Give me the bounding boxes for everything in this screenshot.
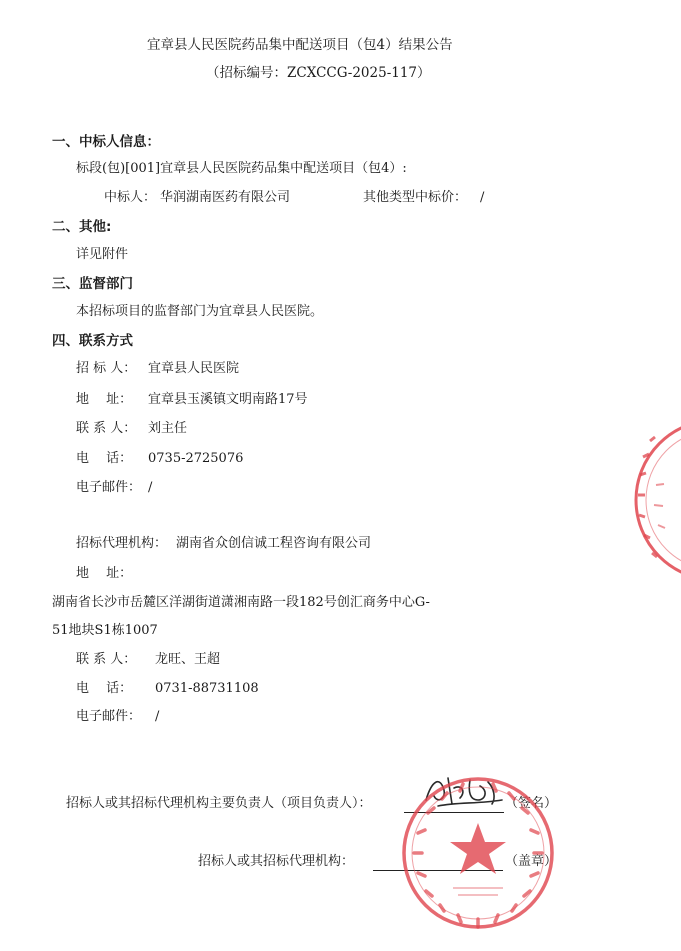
signature-org-label: 招标人或其招标代理机构： [198,854,355,869]
agency-name: 湖南省众创信诚工程咨询有限公司 [176,536,372,551]
agency-address-label: 地 址： [76,566,133,581]
agency-phone-label: 电 话： [76,681,133,696]
winner-name: 华润湖南医药有限公司 [160,190,291,205]
lot-line: 标段(包)[001]宜章县人民医院药品集中配送项目（包4）: [76,161,407,176]
signature-org-suffix: （盖章） [505,854,558,869]
agency-email-label: 电子邮件： [76,709,142,724]
agency-phone: 0731-88731108 [155,681,259,696]
section-supervision-heading: 三、监督部门 [52,276,133,292]
winner-label: 中标人： [104,190,157,205]
other-body: 详见附件 [76,247,129,262]
agency-address-line1: 湖南省长沙市岳麓区洋湖街道潇湘南路一段182号创汇商务中心G- [52,595,430,610]
tenderer-name: 宜章县人民医院 [148,361,240,376]
document-title: 宜章县人民医院药品集中配送项目（包4）结果公告 [147,37,453,53]
signature-person-suffix: （签名） [505,796,558,811]
tenderer-address: 宜章县玉溪镇文明南路17号 [148,392,308,407]
company-seal-stamp [398,773,558,933]
tenderer-phone: 0735-2725076 [148,451,244,466]
seal-stamp-partial [626,415,681,585]
section-contact-heading: 四、联系方式 [52,333,133,349]
other-price-label: 其他类型中标价： [363,190,468,205]
tenderer-phone-label: 电 话： [76,451,133,466]
signature-person-label: 招标人或其招标代理机构主要负责人（项目负责人）： [66,796,372,811]
tenderer-contact-label: 联 系 人： [76,421,137,436]
agency-name-label: 招标代理机构： [76,536,168,551]
agency-contact-label: 联 系 人： [76,652,137,667]
section-other-heading: 二、其他: [52,219,112,235]
section-winner-heading: 一、中标人信息： [52,134,160,150]
agency-address-line2: 51地块S1栋1007 [52,623,158,638]
supervision-body: 本招标项目的监督部门为宜章县人民医院。 [76,304,324,319]
tenderer-email: / [148,480,153,495]
tenderer-address-label: 地 址： [76,392,133,407]
other-price-value: / [480,190,485,205]
tenderer-email-label: 电子邮件： [76,480,142,495]
agency-contact: 龙旺、王超 [155,652,221,667]
agency-email: / [155,709,160,724]
tenderer-contact: 刘主任 [148,421,188,436]
tenderer-name-label: 招 标 人： [76,361,137,376]
tender-number: （招标编号：ZCXCCG-2025-117） [206,65,431,81]
